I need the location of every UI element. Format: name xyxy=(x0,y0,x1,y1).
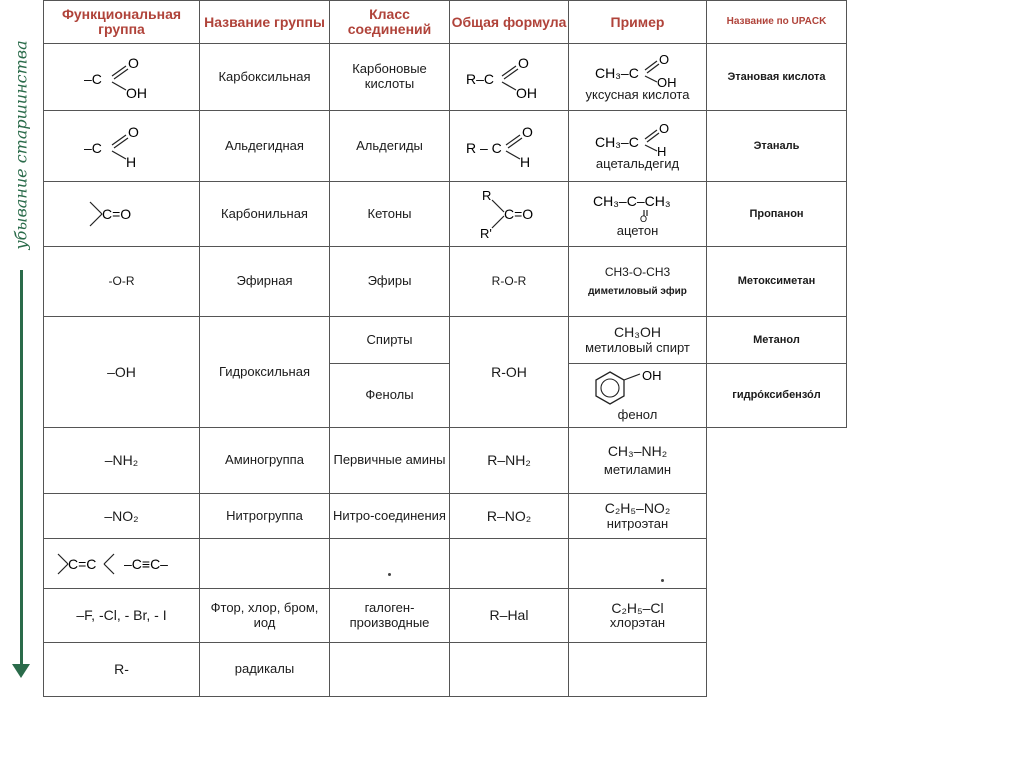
name-carbonyl: Карбонильная xyxy=(199,181,330,247)
svg-text:O: O xyxy=(127,124,139,140)
example-formula-ether: CH3-O-CH3 xyxy=(604,264,671,279)
svg-text:OH: OH xyxy=(125,85,147,101)
class-radical xyxy=(329,642,450,697)
unsaturated-structure xyxy=(52,546,192,582)
fg-halogen: –F, -Cl, - Br, - I xyxy=(43,588,200,643)
fg-hydroxyl: –OH xyxy=(43,316,200,428)
svg-text:OH: OH xyxy=(656,74,676,88)
class-carbonyl: Кетоны xyxy=(329,181,450,247)
svg-text:H: H xyxy=(656,143,666,157)
fg-radical: R- xyxy=(43,642,200,697)
fg-nitro: –NO₂ xyxy=(43,493,200,539)
fg-ether: -O-R xyxy=(43,246,200,317)
iupac-ether: Метоксиметан xyxy=(706,246,847,317)
fg-amino: –NH₂ xyxy=(43,427,200,494)
example-nitro xyxy=(568,493,707,539)
carbonyl-structure xyxy=(82,194,162,234)
example-radical xyxy=(568,642,707,697)
fg-carboxyl xyxy=(43,43,200,111)
svg-text:C=O: C=O xyxy=(101,206,131,222)
iupac-carboxyl: Этановая кислота xyxy=(706,43,847,111)
header-compound-class: Класс соединений xyxy=(329,0,450,44)
svg-text:C=O: C=O xyxy=(504,206,534,222)
iupac-phenol: гидро́ксибензо́л xyxy=(706,363,847,428)
fg-unsaturated xyxy=(43,538,200,589)
ketone-general-formula xyxy=(464,186,554,242)
name-nitro: Нитрогруппа xyxy=(199,493,330,539)
class-phenols: Фенолы xyxy=(329,363,450,428)
class-amino: Первичные амины xyxy=(329,427,450,494)
example-name-ether: диметиловый эфир xyxy=(588,285,687,297)
seniority-sidebar xyxy=(0,0,43,697)
header-functional-group: Функциональная группа xyxy=(43,0,200,44)
example-name-methanol: метиловый спирт xyxy=(585,339,690,355)
svg-text:–C≡C–: –C≡C– xyxy=(123,555,168,572)
example-amino xyxy=(568,427,707,494)
svg-text:–C: –C xyxy=(83,71,102,87)
example-unsaturated xyxy=(568,538,707,589)
name-carboxyl: Карбоксильная xyxy=(199,43,330,111)
example-name-halogen: хлорэтан xyxy=(609,615,666,631)
svg-text:O: O xyxy=(518,55,529,71)
gf-unsaturated xyxy=(449,538,569,589)
example-name-carboxyl: уксусная кислота xyxy=(585,86,690,102)
acetone-structure xyxy=(573,190,703,224)
name-radical: радикалы xyxy=(199,642,330,697)
svg-text:O: O xyxy=(658,120,669,136)
example-formula-amino: CH₃–NH₂ xyxy=(607,442,668,459)
iupac-methanol: Метанол xyxy=(706,316,847,364)
header-group-name: Название группы xyxy=(199,0,330,44)
marker-dot xyxy=(388,573,391,576)
class-ether: Эфиры xyxy=(329,246,450,317)
example-halogen xyxy=(568,588,707,643)
svg-text:R–C: R–C xyxy=(466,71,495,87)
fg-aldehyde xyxy=(43,110,200,182)
gf-nitro: R–NO₂ xyxy=(449,493,569,539)
svg-text:R': R' xyxy=(480,226,492,241)
svg-text:C=C: C=C xyxy=(67,555,96,572)
name-hydroxyl: Гидроксильная xyxy=(199,316,330,428)
example-formula-methanol: CH₃OH xyxy=(614,324,661,341)
name-amino: Аминогруппа xyxy=(199,427,330,494)
name-halogen: Фтор, хлор, бром, иод xyxy=(199,588,330,643)
name-ether: Эфирная xyxy=(199,246,330,317)
fg-carbonyl xyxy=(43,181,200,247)
example-carboxyl xyxy=(568,43,707,111)
example-carbonyl xyxy=(568,181,707,247)
class-alcohols: Спирты xyxy=(329,316,450,364)
example-name-amino: метиламин xyxy=(603,462,672,478)
name-unsaturated xyxy=(199,538,330,589)
gf-ether: R-O-R xyxy=(449,246,569,317)
example-name-aldehyde: ацетальдегид xyxy=(595,155,680,171)
seniority-arrow-line xyxy=(20,270,23,670)
class-halogen: галоген-производные xyxy=(329,588,450,643)
svg-text:CH₃–C–CH₃: CH₃–C–CH₃ xyxy=(592,192,671,209)
seniority-arrow-down-icon xyxy=(12,664,30,678)
svg-text:OH: OH xyxy=(641,368,661,384)
svg-text:R – C: R – C xyxy=(466,140,502,156)
header-general-formula: Общая формула xyxy=(449,0,569,44)
class-unsaturated xyxy=(329,538,450,589)
example-formula-nitro: C₂H₅–NO₂ xyxy=(604,500,671,517)
marker-dot xyxy=(661,579,664,582)
iupac-carbonyl: Пропанон xyxy=(706,181,847,247)
example-name-carbonyl: ацетон xyxy=(616,222,659,238)
acetic-acid-structure xyxy=(573,52,703,88)
iupac-aldehyde: Этаналь xyxy=(706,110,847,182)
class-carboxyl: Карбоновые кислоты xyxy=(329,43,450,111)
svg-text:O: O xyxy=(658,51,669,67)
class-nitro: Нитро-соединения xyxy=(329,493,450,539)
gf-aldehyde xyxy=(449,110,569,182)
example-formula-halogen: C₂H₅–Cl xyxy=(611,599,664,616)
header-iupac: Название по UPACK xyxy=(706,0,847,44)
example-methanol xyxy=(568,316,707,364)
gf-amino: R–NH₂ xyxy=(449,427,569,494)
example-name-nitro: нитроэтан xyxy=(606,515,669,531)
example-name-phenol: фенол xyxy=(617,407,658,423)
svg-text:–C: –C xyxy=(83,140,102,156)
svg-text:CH₃–C: CH₃–C xyxy=(594,133,639,150)
svg-text:R: R xyxy=(482,188,492,203)
name-aldehyde: Альдегидная xyxy=(199,110,330,182)
example-aldehyde xyxy=(568,110,707,182)
phenol-structure xyxy=(578,368,698,408)
gf-radical xyxy=(449,642,569,697)
gf-carbonyl xyxy=(449,181,569,247)
carboxyl-general-formula xyxy=(464,52,554,102)
example-ether xyxy=(568,246,707,317)
svg-text:CH₃–C: CH₃–C xyxy=(594,64,639,81)
carboxyl-structure xyxy=(82,52,162,102)
gf-carboxyl xyxy=(449,43,569,111)
gf-hydroxyl: R-OH xyxy=(449,316,569,428)
svg-text:H: H xyxy=(520,154,531,170)
acetaldehyde-structure xyxy=(573,121,703,157)
svg-text:H: H xyxy=(125,154,136,170)
header-example: Пример xyxy=(568,0,707,44)
example-phenol xyxy=(568,363,707,428)
svg-text:O: O xyxy=(639,213,647,224)
aldehyde-structure xyxy=(82,121,162,171)
gf-halogen: R–Hal xyxy=(449,588,569,643)
seniority-label: убывание старшинства xyxy=(11,40,31,250)
svg-text:O: O xyxy=(127,55,139,71)
class-aldehyde: Альдегиды xyxy=(329,110,450,182)
svg-text:OH: OH xyxy=(516,85,537,101)
svg-text:O: O xyxy=(522,124,533,140)
aldehyde-general-formula xyxy=(464,121,554,171)
